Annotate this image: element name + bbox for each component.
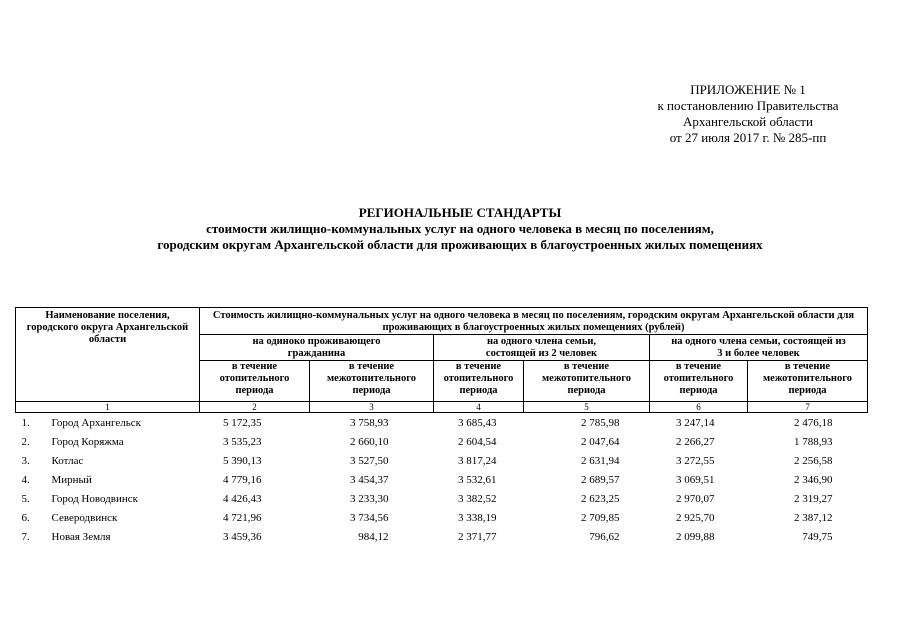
cell-value: 4 779,16 bbox=[223, 473, 262, 486]
table-row bbox=[16, 470, 868, 489]
table-row bbox=[16, 489, 868, 508]
cell-value: 2 785,98 bbox=[581, 416, 620, 429]
cell-value: 3 532,61 bbox=[458, 473, 497, 486]
row-number: 4. bbox=[21, 473, 30, 486]
header-group-three: на одного члена семьи, состоящей из 3 и более человек bbox=[650, 335, 868, 361]
settlement-name: Котлас bbox=[51, 454, 84, 467]
cell-value: 749,75 bbox=[802, 530, 833, 543]
cell-value: 3 382,52 bbox=[458, 492, 497, 505]
row-number: 3. bbox=[21, 454, 30, 467]
settlement-name: Новая Земля bbox=[51, 530, 111, 543]
cell-value: 2 689,57 bbox=[581, 473, 620, 486]
header-nonheating-period: в течение межотопительного периода bbox=[524, 361, 650, 402]
cell-value: 4 721,96 bbox=[223, 511, 262, 524]
cell-value: 2 047,64 bbox=[581, 435, 620, 448]
cell-value: 2 099,88 bbox=[676, 530, 715, 543]
header-cost: Стоимость жилищно-коммунальных услуг на одного человека в месяц по поселениям, городским округам Архангельской области для проживающих в благоустроенных жилых помещениях (рублей) bbox=[200, 308, 868, 335]
cell-value: 3 817,24 bbox=[458, 454, 497, 467]
appendix-title: ПРИЛОЖЕНИЕ № 1 bbox=[690, 82, 806, 97]
cell-value: 3 233,30 bbox=[350, 492, 389, 505]
cell-value: 3 338,19 bbox=[458, 511, 497, 524]
table-row bbox=[16, 451, 868, 470]
cell-value: 2 476,18 bbox=[794, 416, 833, 429]
header-heating-period: в течение отопительного периода bbox=[650, 361, 748, 402]
cell-value: 2 266,27 bbox=[676, 435, 715, 448]
row-number: 1. bbox=[21, 416, 30, 429]
table-row bbox=[16, 527, 868, 546]
cell-value: 2 660,10 bbox=[350, 435, 389, 448]
document-title bbox=[30, 205, 890, 253]
title-main: РЕГИОНАЛЬНЫЕ СТАНДАРТЫ bbox=[358, 205, 562, 220]
cell-value: 984,12 bbox=[358, 530, 389, 543]
column-number: 5 bbox=[524, 402, 650, 413]
appendix-date: от 27 июля 2017 г. № 285-пп bbox=[669, 130, 827, 145]
cell-value: 1 788,93 bbox=[794, 435, 833, 448]
header-nonheating-period: в течение межотопительного периода bbox=[310, 361, 434, 402]
cell-value: 3 758,93 bbox=[350, 416, 389, 429]
cell-value: 2 256,58 bbox=[794, 454, 833, 467]
cell-value: 2 319,27 bbox=[794, 492, 833, 505]
cell-value: 2 631,94 bbox=[581, 454, 620, 467]
cell-value: 5 390,13 bbox=[223, 454, 262, 467]
settlement-name: Город Коряжма bbox=[51, 435, 124, 448]
cell-value: 3 535,23 bbox=[223, 435, 262, 448]
row-number: 7. bbox=[21, 530, 30, 543]
cell-value: 3 685,43 bbox=[458, 416, 497, 429]
settlement-name: Город Новодвинск bbox=[51, 492, 138, 505]
cell-value: 2 623,25 bbox=[581, 492, 620, 505]
cell-value: 3 734,56 bbox=[350, 511, 389, 524]
cell-value: 2 604,54 bbox=[458, 435, 497, 448]
title-sub: стоимости жилищно-коммунальных услуг на одного человека в месяц по поселениям, bbox=[206, 221, 714, 236]
cell-value: 2 709,85 bbox=[581, 511, 620, 524]
column-number: 1 bbox=[16, 402, 200, 413]
header-heating-period: в течение отопительного периода bbox=[200, 361, 310, 402]
column-number: 7 bbox=[748, 402, 868, 413]
cell-value: 3 527,50 bbox=[350, 454, 389, 467]
table-row bbox=[16, 432, 868, 451]
header-group-single: на одиноко проживающего гражданина bbox=[200, 335, 434, 361]
cell-value: 796,62 bbox=[589, 530, 620, 543]
cell-value: 3 272,55 bbox=[676, 454, 715, 467]
header-settlement-name: Наименование поселения, городского округа Архангельской области bbox=[16, 308, 200, 402]
row-number: 5. bbox=[21, 492, 30, 505]
settlement-name: Город Архангельск bbox=[51, 416, 141, 429]
row-number: 2. bbox=[21, 435, 30, 448]
settlement-name: Мирный bbox=[51, 473, 92, 486]
row-number: 6. bbox=[21, 511, 30, 524]
appendix-block bbox=[600, 82, 896, 146]
cell-value: 3 247,14 bbox=[676, 416, 715, 429]
cell-value: 5 172,35 bbox=[223, 416, 262, 429]
standards-table bbox=[15, 307, 868, 546]
cell-value: 2 925,70 bbox=[676, 511, 715, 524]
header-nonheating-period: в течение межотопительного периода bbox=[748, 361, 868, 402]
appendix-line: Архангельской области bbox=[683, 114, 813, 129]
cell-value: 3 454,37 bbox=[350, 473, 389, 486]
column-number: 6 bbox=[650, 402, 748, 413]
column-number: 3 bbox=[310, 402, 434, 413]
settlement-name: Северодвинск bbox=[51, 511, 118, 524]
cell-value: 2 371,77 bbox=[458, 530, 497, 543]
cell-value: 3 459,36 bbox=[223, 530, 262, 543]
cell-value: 3 069,51 bbox=[676, 473, 715, 486]
column-number: 2 bbox=[200, 402, 310, 413]
header-group-two: на одного члена семьи, состоящей из 2 человек bbox=[434, 335, 650, 361]
cell-value: 2 970,07 bbox=[676, 492, 715, 505]
table-row bbox=[16, 508, 868, 527]
title-sub: городским округам Архангельской области для проживающих в благоустроенных жилых помещениях bbox=[157, 237, 763, 252]
header-heating-period: в течение отопительного периода bbox=[434, 361, 524, 402]
table-row bbox=[16, 413, 868, 433]
appendix-line: к постановлению Правительства bbox=[657, 98, 839, 113]
cell-value: 2 346,90 bbox=[794, 473, 833, 486]
cell-value: 4 426,43 bbox=[223, 492, 262, 505]
cell-value: 2 387,12 bbox=[794, 511, 833, 524]
column-number: 4 bbox=[434, 402, 524, 413]
